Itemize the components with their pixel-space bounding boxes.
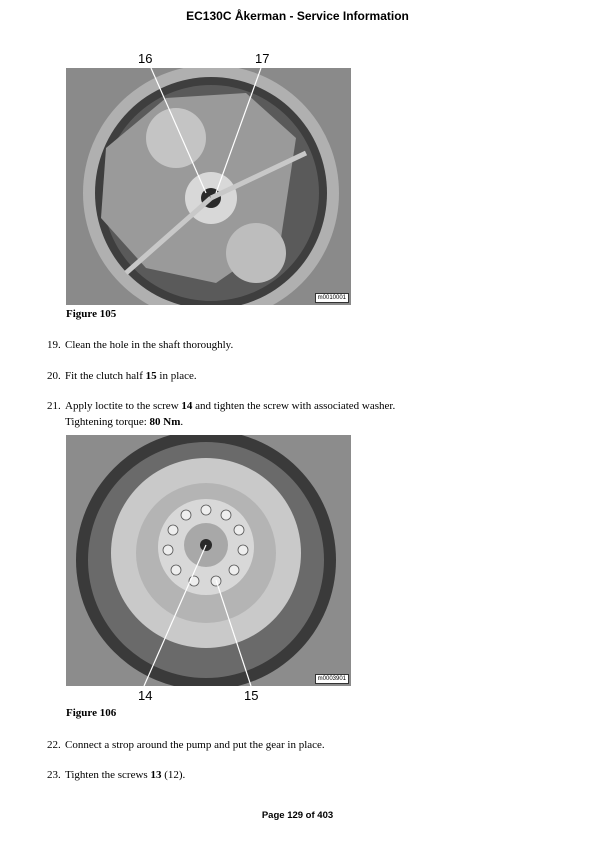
step-number: 23. [47, 769, 61, 781]
step-text: and tighten the screw with associated washer. [192, 400, 396, 412]
torque-suffix: . [180, 416, 184, 428]
figure-105-caption: Figure 105 [66, 308, 117, 320]
figure-105-photo [66, 68, 351, 305]
step-number: 20. [47, 370, 61, 382]
part-number: 14 [181, 400, 193, 412]
step-number: 21. [47, 400, 61, 412]
figure-105-stamp: m0010001 [315, 293, 349, 303]
step-text: Fit the clutch half [65, 370, 146, 382]
torque-line [47, 414, 395, 430]
page-header-title: EC130C Åkerman - Service Information [186, 9, 409, 23]
part-number: 13 [150, 769, 162, 781]
step-19 [47, 337, 233, 353]
figure-106-stamp: m0003901 [315, 674, 349, 684]
figure-106-photo [66, 435, 351, 686]
step-22 [47, 737, 325, 753]
step-text: Clean the hole in the shaft thoroughly. [65, 339, 234, 351]
torque-label: Tightening torque: [65, 416, 150, 428]
step-text: (12). [161, 769, 186, 781]
step-number: 19. [47, 339, 61, 351]
torque-value: 80 Nm [149, 416, 181, 428]
callout-15: 15 [244, 688, 259, 703]
step-number: 22. [47, 739, 61, 751]
step-21 [47, 398, 395, 430]
step-text: Apply loctite to the screw [65, 400, 182, 412]
page-number: Page 129 of 403 [261, 810, 334, 821]
part-number: 15 [145, 370, 157, 382]
figure-106-caption: Figure 106 [66, 707, 117, 719]
callout-14: 14 [138, 688, 153, 703]
step-text: in place. [156, 370, 197, 382]
callout-17: 17 [255, 51, 270, 66]
step-23 [47, 767, 185, 783]
step-text: Tighten the screws [65, 769, 151, 781]
step-20 [47, 368, 197, 384]
callout-16: 16 [138, 51, 153, 66]
step-text: Connect a strop around the pump and put the gear in place. [65, 739, 325, 751]
